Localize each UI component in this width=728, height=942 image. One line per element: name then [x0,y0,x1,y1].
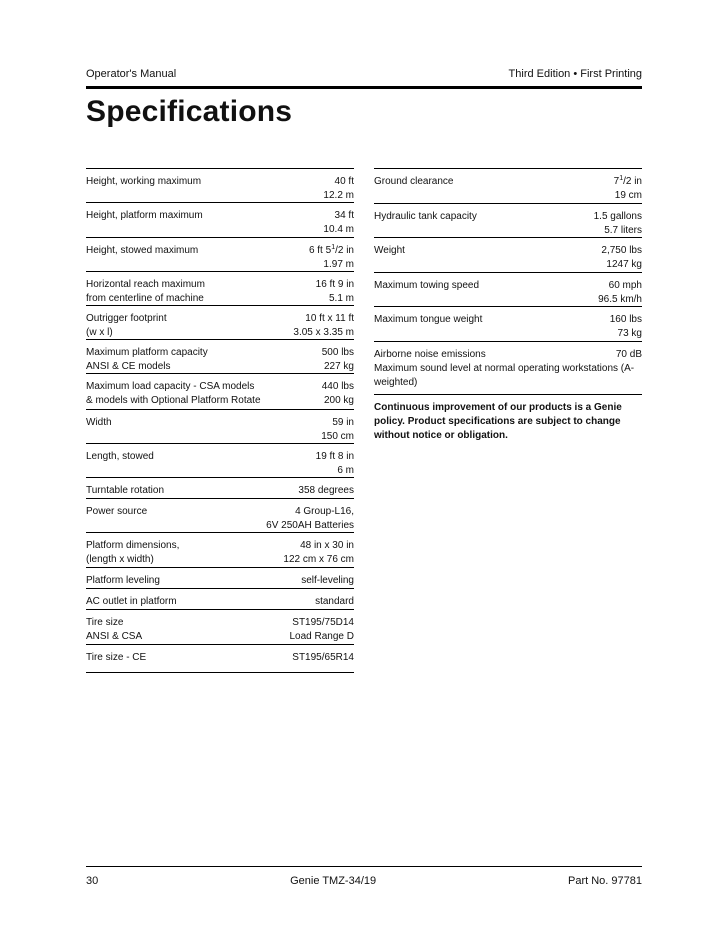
spec-value [298,484,354,498]
manual-name: Operator's Manual [86,68,177,80]
spec-label [86,651,146,672]
spec-label-line: Hydraulic tank capacity [374,211,477,222]
spec-value-line: 5.7 liters [604,225,642,236]
spec-row [86,202,354,237]
header-rule [86,86,642,89]
spec-label-line: (w x l) [86,327,113,338]
page-header [86,68,642,80]
spec-value [323,209,354,237]
spec-value-line: 500 lbs [321,347,354,358]
spec-value-line: 34 ft [334,210,354,221]
spec-row [86,168,354,202]
spec-label [86,505,147,532]
spec-label: Airborne noise emissions [374,349,486,360]
spec-value-line: 160 lbs [609,314,642,325]
spec-value-line: 59 in [332,417,354,428]
spec-value-line: 40 ft [334,176,354,187]
spec-row [86,271,354,305]
spec-value-line: 4 Group-L16, [295,506,354,517]
spec-label-line: Height, working maximum [86,176,202,187]
spec-label [374,279,479,306]
spec-value [316,450,354,477]
spec-row [86,609,354,644]
spec-row [86,567,354,588]
spec-value-line: Load Range D [289,631,354,642]
part-number: Part No. 97781 [567,875,642,887]
spec-label-line: Platform dimensions, [86,540,180,551]
spec-row [86,498,354,532]
spec-label [86,312,167,339]
spec-value [598,279,642,306]
spec-label [86,175,201,202]
spec-label-line: AC outlet in platform [86,596,177,607]
spec-row [86,237,354,271]
spec-label-line: Maximum platform capacity [86,347,208,358]
spec-value-line: standard [315,596,354,607]
spec-label [374,313,482,341]
spec-value [301,574,354,588]
spec-label-line: ANSI & CE models [86,361,171,372]
spec-value-line: $7^1/2$ in [613,175,642,187]
spec-value-line: 96.5 km/h [598,294,642,305]
right-spec-column [374,168,642,443]
spec-row [86,305,354,339]
spec-row [86,532,354,567]
spec-label [86,595,177,609]
spec-label-line: Length, stowed [86,451,154,462]
spec-value [266,505,354,532]
spec-label [86,484,164,498]
spec-label-line: ANSI & CSA [86,631,143,642]
page-number: 30 [86,875,99,887]
spec-label-line: Weight [374,245,405,256]
model-name: Genie TMZ-34/19 [290,875,377,887]
spec-row [86,443,354,477]
spec-label [86,209,203,237]
spec-value-line: 440 lbs [321,381,354,392]
spec-value-line: 73 kg [617,328,642,339]
spec-row-noise [374,341,642,394]
spec-value-line: 10.4 m [323,224,354,235]
spec-label [86,278,205,305]
spec-value [321,416,354,443]
spec-value: 70 dB [615,349,642,360]
spec-label [86,616,142,644]
spec-value-line: 16 ft 9 in [315,279,354,290]
policy-note: Continuous improvement of our products is a Genie policy. Product specifications are subject to change without notice or obligation. [374,394,642,443]
spec-label-line: Maximum towing speed [374,280,480,291]
spec-label-line: Height, platform maximum [86,210,203,221]
spec-label [86,539,179,567]
spec-row [86,373,354,409]
spec-value-line: 227 kg [323,361,354,372]
spec-value-line: 3.05 x 3.35 m [293,327,354,338]
spec-value [290,616,355,644]
left-spec-column [86,168,354,673]
spec-row [86,477,354,498]
spec-label [374,244,405,272]
spec-label-line: Power source [86,506,148,517]
spec-label-line: Height, stowed maximum [86,245,199,256]
spec-row [374,168,642,203]
spec-value [322,346,354,373]
spec-row [374,237,642,272]
spec-value [315,595,354,609]
spec-value-line: 12.2 m [323,190,354,201]
spec-value-line: 200 kg [323,395,354,406]
page-footer [86,875,642,887]
spec-value-line: 1.97 m [323,259,354,270]
spec-value-line: 19 ft 8 in [315,451,354,462]
noise-description: Maximum sound level at normal operating workstations (A-weighted) [374,363,635,388]
spec-label-line: Horizontal reach maximum [86,279,205,290]
spec-value-line: 2,750 lbs [601,245,642,256]
spec-row [86,644,354,673]
spec-value-line: 6 m [337,465,354,476]
spec-label-line: Tire size [86,617,124,628]
spec-value-line: 358 degrees [298,485,354,496]
spec-value [283,539,354,567]
spec-value [292,651,354,672]
spec-value-line: 6 ft $5^1/2$ in [308,244,354,256]
spec-label [374,175,454,203]
spec-row [86,409,354,443]
spec-label-line: Outrigger footprint [86,313,167,324]
spec-value-line: 150 cm [321,431,354,442]
spec-label [86,416,112,443]
spec-label [374,210,477,237]
page-title: Specifications [86,95,293,128]
spec-value-line: 1.5 gallons [593,211,642,222]
spec-value [594,210,642,237]
spec-value [601,244,642,272]
spec-label [86,574,160,588]
spec-value-line: ST195/65R14 [292,652,354,663]
spec-value-line: 10 ft x 11 ft [305,313,354,324]
spec-value-line: 1247 kg [606,259,642,270]
spec-value-line: 5.1 m [328,293,354,304]
spec-row [374,203,642,237]
spec-label [86,450,154,477]
spec-label-line: Width [86,417,112,428]
spec-value [323,175,354,202]
spec-label [86,244,198,271]
spec-label-line: Maximum tongue weight [374,314,483,325]
spec-value-line: self-leveling [301,575,354,586]
spec-label-line: & models with Optional Platform Rotate [86,395,261,406]
spec-value-line: 122 cm x 76 cm [283,554,354,565]
spec-row [86,339,354,373]
spec-value-line: 60 mph [608,280,642,291]
spec-value-line: 6V 250AH Batteries [266,520,354,531]
footer-rule [86,866,642,867]
spec-label-line: Maximum load capacity - CSA models [86,381,255,392]
spec-value [614,175,642,203]
spec-label [86,346,208,373]
spec-label-line: (length x width) [86,554,154,565]
spec-value [293,312,354,339]
spec-row [374,272,642,306]
spec-label-line: Turntable rotation [86,485,165,496]
spec-value-line: ST195/75D14 [292,617,354,628]
spec-row [86,588,354,609]
spec-label-line: Tire size - CE [86,652,147,663]
spec-value [316,278,354,305]
spec-label-line: Ground clearance [374,176,454,187]
spec-value-line: 19 cm [614,190,642,201]
edition: Third Edition • First Printing [508,68,642,80]
spec-label-line: from centerline of machine [86,293,204,304]
spec-value-line: 48 in x 30 in [300,540,354,551]
spec-label [86,380,261,409]
spec-value [309,244,354,271]
spec-value [322,380,354,409]
spec-row [374,306,642,341]
spec-label-line: Platform leveling [86,575,160,586]
spec-value [610,313,642,341]
